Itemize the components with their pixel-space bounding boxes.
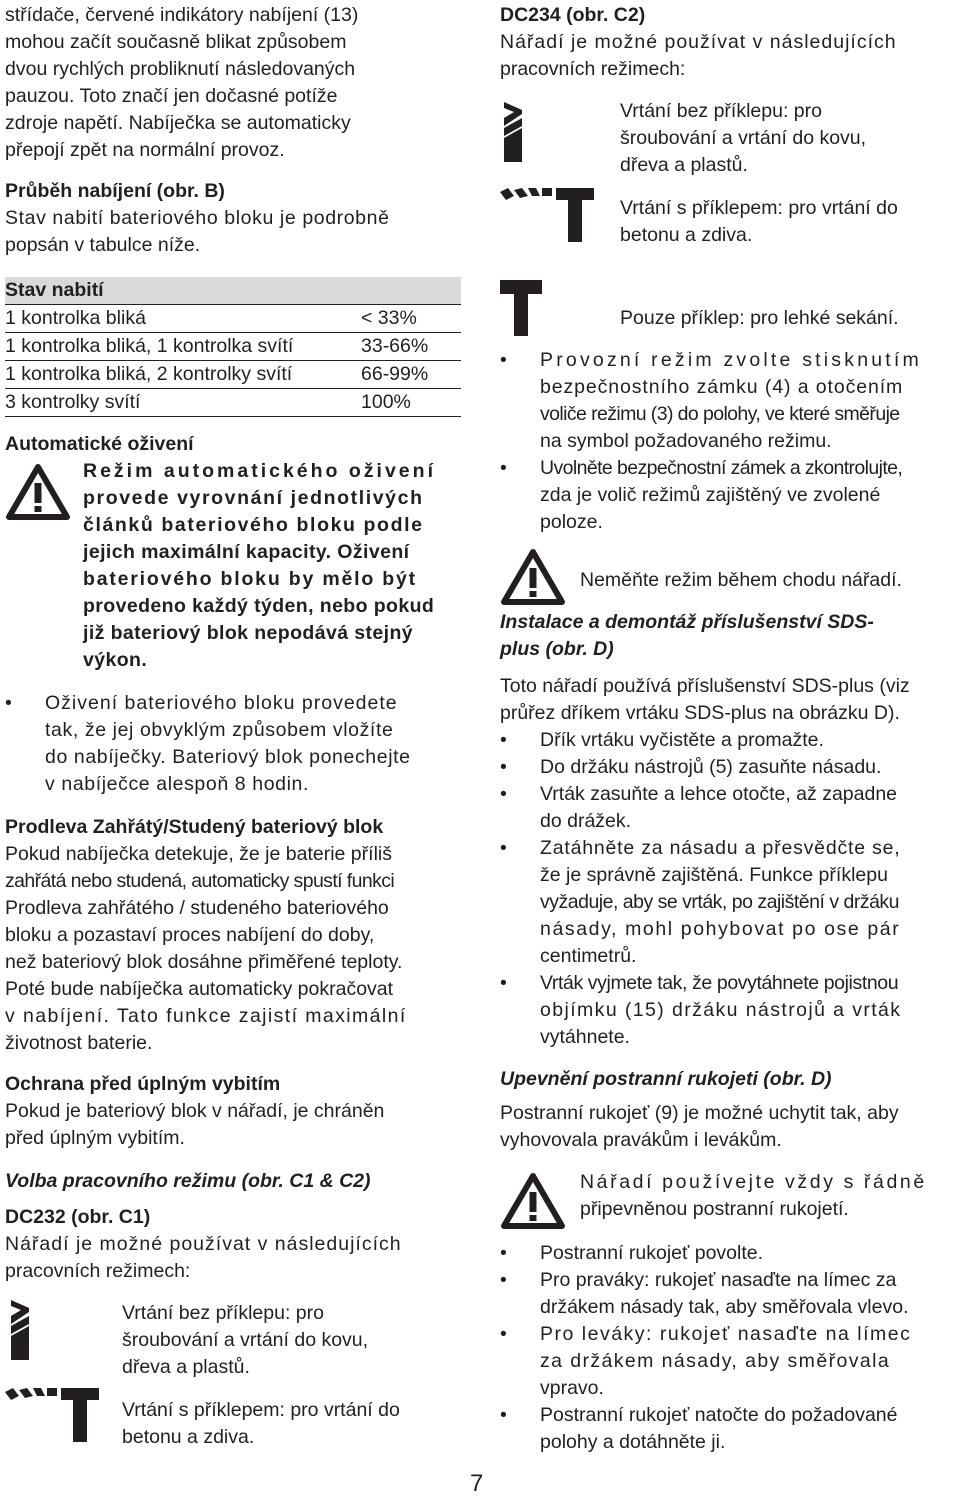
list-item: • Do držáku nástrojů (5) zasuňte násadu. xyxy=(500,754,958,781)
list-item: • Dřík vrtáku vyčistěte a promažte. xyxy=(500,727,958,754)
drill-bit-icon xyxy=(500,102,528,162)
list-item: • Uvolněte bezpečnostní zámek a zkontrolujte, zda je volič režimů zajištěný ve zvolené poloze. xyxy=(500,455,958,536)
table-row: 1 kontrolka bliká, 2 kontrolky svítí 66-99% xyxy=(5,361,461,389)
table-row: 1 kontrolka bliká < 33% xyxy=(5,305,461,333)
page-number: 7 xyxy=(470,1470,484,1497)
mode-heading: Volba pracovního režimu (obr. C1 & C2) xyxy=(5,1170,371,1192)
list-item: • Oživení bateriového bloku provedete tak, že jej obvyklým způsobem vložíte do nabíječky. Bateriový blok ponechejte v nabíječce alespoň 8 hodin. xyxy=(5,690,461,798)
deep-discharge-section: Ochrana před úplným vybitím Pokud je bateriový blok v nářadí, je chráněn před úplným vybitím. xyxy=(5,1071,461,1152)
dc232-mode-2: Vrtání s příklepem: pro vrtání do betonu a zdiva. xyxy=(122,1399,400,1448)
sds-text: Toto nářadí používá příslušenství SDS-plus (viz průřez dříkem vrtáku SDS-plus na obrázku D). xyxy=(500,675,910,724)
dc232-mode-1: Vrtání bez příklepu: pro šroubování a vrtání do kovu, dřeva a plastů. xyxy=(122,1302,369,1378)
list-item: • Postranní rukojeť povolte. xyxy=(500,1240,958,1267)
refresh-bullet-list xyxy=(5,690,461,798)
warning-triangle-icon xyxy=(500,548,566,606)
dc234-mode-2: Vrtání s příklepem: pro vrtání do betonu a zdiva. xyxy=(620,197,898,246)
list-item: • Vrták zasuňte a lehce otočte, až zapadne do drážek. xyxy=(500,781,958,835)
hammer-drill-icon xyxy=(5,1386,101,1442)
hammer-drill-icon xyxy=(500,186,596,242)
warning-triangle-icon xyxy=(5,463,71,521)
charging-section: Průběh nabíjení (obr. B) Stav nabití bateriového bloku je podrobně popsán v tabulce níže. xyxy=(5,178,461,259)
handle-warning: Nářadí používejte vždy s řádně připevněnou postranní rukojetí. xyxy=(580,1171,927,1220)
hammer-only-icon xyxy=(500,280,544,336)
dc234-mode-1: Vrtání bez příklepu: pro šroubování a vrtání do kovu, dřeva a plastů. xyxy=(620,100,867,176)
dc232-section: DC232 (obr. C1) Nářadí je možné používat v následujících pracovních režimech: xyxy=(5,1204,461,1285)
table-row: 1 kontrolka bliká, 1 kontrolka svítí 33-66% xyxy=(5,333,461,361)
handle-bullet-list xyxy=(500,1240,958,1456)
handle-text: Postranní rukojeť (9) je možné uchytit tak, aby vyhovovala pravákům i levákům. xyxy=(500,1102,899,1151)
list-item: • Zatáhněte za násadu a přesvědčte se, že je správně zajištěná. Funkce příklepu vyžaduje, aby se vrták, po zajištění v držáku násady, mohl pohybovat po ose pár centimetrů. xyxy=(500,835,958,970)
list-item: • Postranní rukojeť natočte do požadované polohy a dotáhněte ji. xyxy=(500,1402,958,1456)
warning-triangle-icon xyxy=(500,1172,566,1230)
dc232-heading: DC232 (obr. C1) xyxy=(5,1206,151,1228)
drill-bit-icon xyxy=(7,1300,35,1360)
dc234-heading: DC234 (obr. C2) xyxy=(500,4,646,26)
mode-bullet-list xyxy=(500,347,958,536)
mode-change-warning: Neměňte režim během chodu nářadí. xyxy=(580,569,902,591)
list-item: • Provozní režim zvolte stisknutím bezpečnostního zámku (4) a otočením voliče režimu (3) do polohy, ve které směřuje na symbol požadovaného režimu. xyxy=(500,347,958,455)
refresh-warning-text: Režim automatického oživení provede vyrovnání jednotlivých článků bateriového bloku podle jejich maximální kapacity. Oživení bateriového bloku by mělo být provedeno každý týden, nebo pokud již bateriový blok nepodává stejný výkon. xyxy=(83,460,436,671)
list-item: • Pro praváky: rukojeť nasaďte na límec za držákem násady tak, aby směřovala vlevo. xyxy=(500,1267,958,1321)
handle-heading: Upevnění postranní rukojeti (obr. D) xyxy=(500,1068,832,1090)
list-item: • Vrták vyjmete tak, že povytáhnete pojistnou objímku (15) držáku nástrojů a vrták vytáhnete. xyxy=(500,970,958,1051)
table-row: 3 kontrolky svítí 100% xyxy=(5,389,461,417)
delay-heading: Prodleva Zahřátý/Studený bateriový blok xyxy=(5,816,384,838)
sds-heading: Instalace a demontáž příslušenství SDS- plus (obr. D) xyxy=(500,611,874,660)
sds-bullet-list xyxy=(500,727,958,1051)
deep-discharge-heading: Ochrana před úplným vybitím xyxy=(5,1073,281,1095)
dc234-section: DC234 (obr. C2) Nářadí je možné používat v následujících pracovních režimech: xyxy=(500,2,958,83)
charge-state-table xyxy=(5,277,461,417)
list-item: • Pro leváky: rukojeť nasaďte na límec za držákem násady, aby směřovala vpravo. xyxy=(500,1321,958,1402)
dc234-mode-3: Pouze příklep: pro lehké sekání. xyxy=(620,307,899,329)
table-header: Stav nabití xyxy=(5,277,461,305)
refresh-heading: Automatické oživení xyxy=(5,433,194,455)
charging-heading: Průběh nabíjení (obr. B) xyxy=(5,180,225,202)
intro-paragraph: střídače, červené indikátory nabíjení (13) mohou začít současně blikat způsobem dvou rychlých probliknutí následovaných pauzou. Toto značí jen dočasné potíže zdroje napětí. Nabíječka se automaticky přepojí zpět na normální provoz. xyxy=(5,4,359,161)
delay-section: Prodleva Zahřátý/Studený bateriový blok Pokud nabíječka detekuje, že je baterie příliš zahřátá nebo studená, automaticky spustí funkci Prodleva zahřátého / studeného bateriového bloku a pozastaví proces nabíjení do doby, než bateriový blok dosáhne přiměřené teploty. Poté bude nabíječka automaticky pokračovat v nabíjení. Tato funkce zajistí maximální životnost baterie. xyxy=(5,814,461,1057)
